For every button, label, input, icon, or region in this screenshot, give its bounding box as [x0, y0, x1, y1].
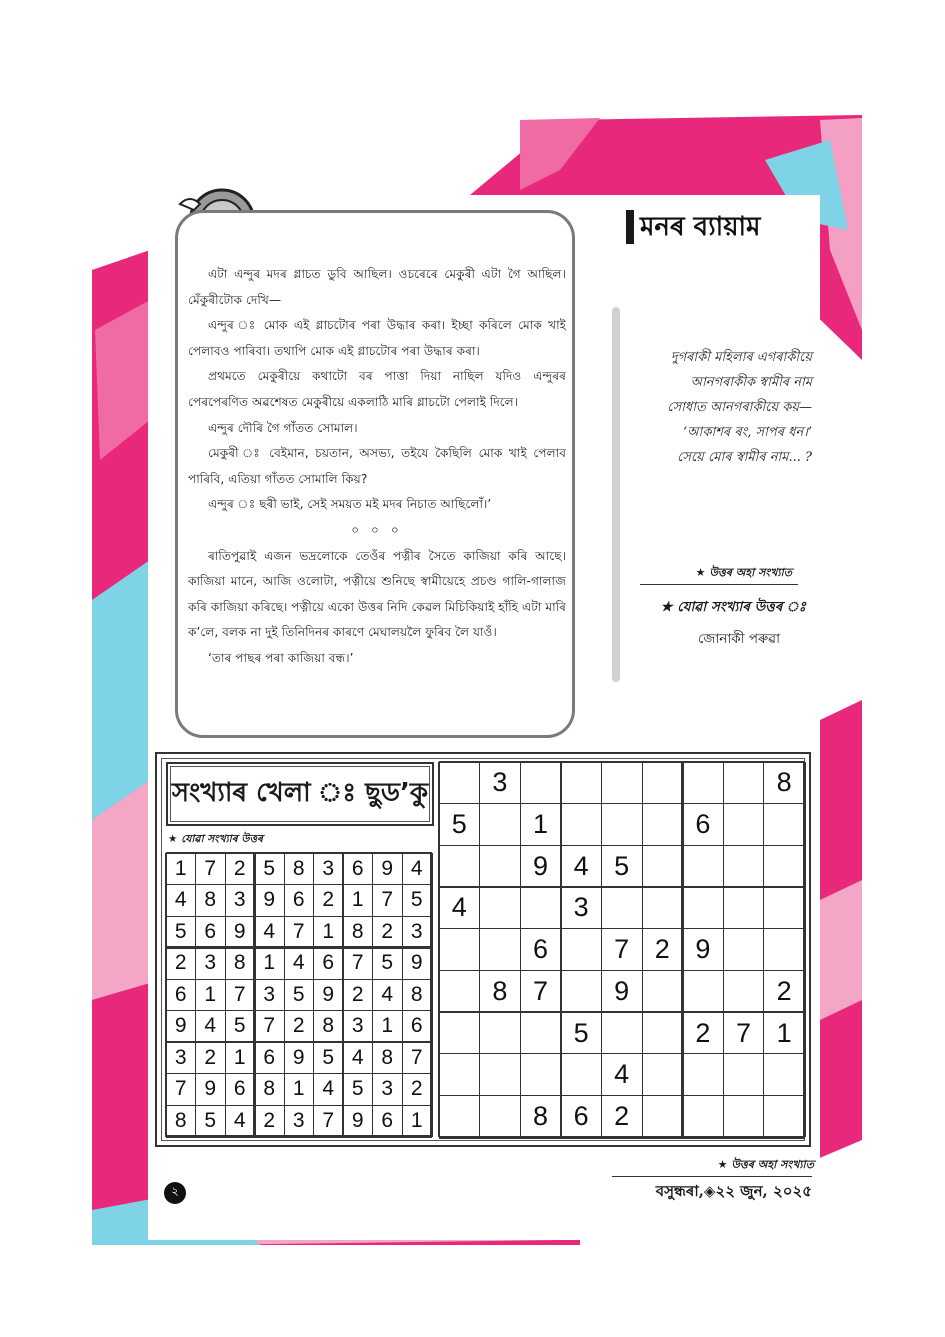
solution-cell: 4	[410, 856, 423, 880]
grid-line	[439, 1136, 804, 1139]
puzzle-cell	[642, 845, 683, 887]
puzzle-cell: 3	[492, 767, 508, 798]
solution-cell: 7	[233, 982, 246, 1006]
puzzle-cell	[764, 887, 805, 929]
solution-cell: 2	[351, 982, 364, 1006]
grid-line	[284, 853, 285, 1137]
puzzle-cell	[439, 929, 480, 971]
puzzle-cell	[480, 1054, 521, 1096]
solution-cell: 3	[263, 982, 276, 1006]
solution-cell: 3	[174, 1045, 187, 1069]
previous-answer-label: ★ যোৱা সংখ্যাৰ উত্তৰ ঃ	[660, 599, 806, 615]
puzzle-cell	[642, 762, 683, 804]
solution-cell: 2	[410, 1077, 423, 1101]
puzzle-cell	[480, 929, 521, 971]
puzzle-cell	[561, 1054, 602, 1096]
grid-line	[438, 762, 441, 1137]
puzzle-cell: 2	[614, 1100, 630, 1131]
puzzle-cell: 8	[532, 1100, 548, 1131]
solution-cell: 8	[322, 1014, 335, 1038]
puzzle-cell	[723, 1054, 764, 1096]
grid-line	[439, 803, 804, 804]
solution-cell: 4	[381, 982, 394, 1006]
puzzle-cell: 9	[532, 850, 548, 881]
puzzle-cell: 9	[614, 975, 630, 1006]
footer-divider	[612, 1176, 812, 1177]
solution-cell: 4	[174, 888, 187, 912]
puzzle-cell: 8	[492, 975, 508, 1006]
grid-line	[439, 1095, 804, 1096]
solution-cell: 8	[263, 1077, 276, 1101]
grid-line	[253, 853, 256, 1137]
puzzle-cell: 5	[614, 850, 630, 881]
page-number: ২	[164, 1182, 186, 1204]
puzzle-cell	[480, 887, 521, 929]
solution-cell: 5	[410, 888, 423, 912]
grid-line	[166, 916, 432, 917]
puzzle-cell	[601, 887, 642, 929]
puzzle-cell	[561, 971, 602, 1013]
solution-cell: 2	[381, 919, 394, 943]
puzzle-cell	[723, 971, 764, 1013]
puzzle-cell	[723, 1096, 764, 1138]
solution-cell: 1	[322, 919, 335, 943]
grid-line	[479, 762, 480, 1137]
solution-cell: 8	[351, 919, 364, 943]
grid-line	[166, 1105, 432, 1106]
solution-label: ★ যোৱা সংখ্যাৰ উত্তৰ	[168, 833, 263, 845]
grid-line	[439, 845, 804, 846]
puzzle-cell	[683, 762, 724, 804]
solution-cell: 4	[233, 1108, 246, 1132]
puzzle-cell: 2	[776, 975, 792, 1006]
solution-cell: 5	[381, 951, 394, 975]
joke-paragraph: প্ৰথমতে মেকুৰীয়ে কথাটো বৰ পাত্তা দিয়া নাছিল যদিও এন্দুৰৰ পেৰপেৰণিত অৱশেষত মেকুৰীয়ে একলাঠি মাৰি গ্লাচটো পেলাই দিলে।	[188, 369, 566, 409]
solution-cell: 7	[292, 919, 305, 943]
puzzle-cell	[723, 929, 764, 971]
puzzle-cell	[601, 762, 642, 804]
solution-cell: 5	[204, 1108, 217, 1132]
riddle-line: সোধাত আনগৰাকীয়ে কয়—	[667, 400, 812, 415]
solution-cell: 6	[263, 1045, 276, 1069]
grid-line	[439, 928, 804, 929]
grid-line	[195, 853, 196, 1137]
solution-cell: 8	[174, 1108, 187, 1132]
puzzle-cell	[480, 804, 521, 846]
puzzle-cell: 5	[573, 1017, 589, 1048]
grid-line	[166, 1135, 432, 1138]
solution-cell: 4	[351, 1045, 364, 1069]
grid-line	[601, 762, 602, 1137]
puzzle-cell	[601, 1012, 642, 1054]
solution-cell: 7	[322, 1108, 335, 1132]
divider	[640, 584, 798, 585]
grid-line	[313, 853, 314, 1137]
sudoku-title-inner	[170, 766, 430, 822]
solution-cell: 2	[174, 951, 187, 975]
solution-cell: 5	[174, 919, 187, 943]
puzzle-cell	[439, 845, 480, 887]
grid-line	[803, 762, 806, 1137]
solution-cell: 6	[351, 856, 364, 880]
puzzle-cell	[723, 845, 764, 887]
joke-paragraph: এন্দুৰ ঃ মোক এই গ্লাচটোৰ পৰা উদ্ধাৰ কৰা। ইচ্ছা কৰিলে মোক খাই পেলাবও পাৰিবা। তথাপি মোক এই গ্লাচটোৰ পৰা উদ্ধাৰ কৰা।	[188, 318, 566, 358]
solution-cell: 1	[410, 1108, 423, 1132]
puzzle-cell	[723, 804, 764, 846]
grid-line	[166, 1041, 432, 1044]
puzzle-cell	[439, 1012, 480, 1054]
puzzle-cell	[561, 929, 602, 971]
grid-line	[342, 853, 345, 1137]
puzzle-cell	[683, 971, 724, 1013]
puzzle-cell	[561, 762, 602, 804]
grid-line	[439, 1011, 804, 1014]
puzzle-cell: 6	[573, 1100, 589, 1131]
solution-cell: 7	[381, 888, 394, 912]
solution-cell: 5	[263, 856, 276, 880]
puzzle-cell	[520, 1054, 561, 1096]
solution-cell: 7	[174, 1077, 187, 1101]
solution-cell: 8	[233, 951, 246, 975]
solution-cell: 3	[351, 1014, 364, 1038]
solution-cell: 3	[292, 1108, 305, 1132]
puzzle-cell: 8	[776, 767, 792, 798]
grid-line	[439, 970, 804, 971]
puzzle-cell	[520, 762, 561, 804]
puzzle-cell	[683, 1054, 724, 1096]
solution-cell: 2	[322, 888, 335, 912]
solution-cell: 5	[351, 1077, 364, 1101]
grid-line	[372, 853, 373, 1137]
grid-line	[165, 853, 168, 1137]
puzzle-cell: 2	[654, 934, 670, 965]
solution-cell: 7	[351, 951, 364, 975]
column-divider	[612, 307, 620, 682]
puzzle-cell	[683, 887, 724, 929]
solution-cell: 6	[233, 1077, 246, 1101]
puzzle-cell	[683, 845, 724, 887]
puzzle-cell	[480, 845, 521, 887]
solution-cell: 4	[263, 919, 276, 943]
solution-cell: 6	[204, 919, 217, 943]
solution-cell: 2	[292, 1014, 305, 1038]
grid-line	[763, 762, 764, 1137]
joke-paragraph: ০ ০ ০	[351, 522, 403, 537]
solution-cell: 9	[410, 951, 423, 975]
solution-cell: 1	[233, 1045, 246, 1069]
grid-line	[560, 762, 563, 1137]
puzzle-cell	[642, 971, 683, 1013]
solution-cell: 7	[410, 1045, 423, 1069]
solution-cell: 5	[292, 982, 305, 1006]
solution-cell: 9	[292, 1045, 305, 1069]
puzzle-cell	[642, 1012, 683, 1054]
grid-line	[430, 853, 433, 1137]
solution-cell: 8	[292, 856, 305, 880]
solution-cell: 2	[263, 1108, 276, 1132]
sudoku-title: সংখ্যাৰ খেলা ঃ ছুড’কু	[171, 778, 429, 808]
puzzle-cell	[520, 1012, 561, 1054]
puzzle-cell: 9	[695, 934, 711, 965]
solution-cell: 1	[351, 888, 364, 912]
solution-cell: 3	[381, 1077, 394, 1101]
grid-line	[166, 979, 432, 980]
solution-cell: 8	[410, 982, 423, 1006]
puzzle-cell: 4	[614, 1059, 630, 1090]
solution-cell: 1	[204, 982, 217, 1006]
puzzle-cell	[480, 1012, 521, 1054]
joke-paragraph: ‘তাৰ পাছৰ পৰা কাজিয়া বন্ধ।’	[208, 650, 354, 665]
puzzle-cell: 2	[695, 1017, 711, 1048]
solution-cell: 4	[204, 1014, 217, 1038]
solution-cell: 3	[233, 888, 246, 912]
solution-cell: 3	[322, 856, 335, 880]
joke-paragraph: এন্দুৰ ঃ ছৰী ভাই, সেই সময়ত মই মদৰ নিচাত আছিলোঁ।’	[208, 497, 492, 512]
solution-cell: 8	[204, 888, 217, 912]
riddle-text	[622, 345, 812, 470]
puzzle-cell	[764, 845, 805, 887]
grid-line	[166, 852, 432, 855]
grid-line	[225, 853, 226, 1137]
puzzle-cell: 7	[735, 1017, 751, 1048]
puzzle-cell	[764, 1096, 805, 1138]
grid-line	[439, 886, 804, 889]
solution-cell: 9	[233, 919, 246, 943]
solution-cell: 7	[204, 856, 217, 880]
solution-cell: 4	[292, 951, 305, 975]
solution-cell: 7	[263, 1014, 276, 1038]
puzzle-cell	[439, 1096, 480, 1138]
puzzle-cell	[642, 1096, 683, 1138]
puzzle-cell: 1	[532, 809, 548, 840]
grid-line	[642, 762, 643, 1137]
riddle-line: আনগৰাকীক স্বামীৰ নাম	[690, 375, 812, 390]
puzzle-cell	[764, 804, 805, 846]
puzzle-cell: 6	[532, 934, 548, 965]
joke-text	[188, 262, 566, 672]
puzzle-cell: 7	[532, 975, 548, 1006]
puzzle-cell	[723, 762, 764, 804]
solution-cell: 9	[322, 982, 335, 1006]
puzzle-cell: 7	[614, 934, 630, 965]
grid-line	[723, 762, 724, 1137]
solution-cell: 4	[322, 1077, 335, 1101]
grid-line	[166, 1010, 432, 1011]
previous-answer-value: জোনাকী পৰুৱা	[697, 631, 780, 647]
puzzle-cell	[764, 929, 805, 971]
riddle-line: সেয়ে মোৰ স্বামীৰ নাম... ?	[677, 450, 812, 465]
puzzle-cell: 5	[451, 809, 467, 840]
grid-line	[402, 853, 403, 1137]
puzzle-cell	[764, 1054, 805, 1096]
puzzle-cell	[601, 804, 642, 846]
grid-line	[166, 884, 432, 885]
solution-cell: 3	[204, 951, 217, 975]
puzzle-cell	[480, 1096, 521, 1138]
solution-cell: 6	[381, 1108, 394, 1132]
solution-cell: 2	[204, 1045, 217, 1069]
solution-cell: 1	[381, 1014, 394, 1038]
solution-cell: 9	[351, 1108, 364, 1132]
puzzle-cell	[561, 804, 602, 846]
joke-paragraph: এটা এন্দুৰ মদৰ গ্লাচত ডুবি আছিল। ওচৰেৰে মেকুৰী এটা গৈ আছিল। মেঁকুৰীটোক দেখি—	[188, 267, 566, 307]
solution-grid	[166, 853, 432, 1137]
joke-paragraph: এন্দুৰ দৌৰি গৈ গাঁতত সোমাল।	[208, 420, 358, 435]
solution-cell: 6	[410, 1014, 423, 1038]
grid-line	[439, 761, 804, 764]
puzzle-cell	[642, 1054, 683, 1096]
solution-cell: 6	[292, 888, 305, 912]
solution-cell: 1	[292, 1077, 305, 1101]
solution-cell: 1	[174, 856, 187, 880]
joke-paragraph: ৰাতিপুৱাই এজন ভদ্ৰলোকে তেওঁৰ পত্নীৰ সৈতে কাজিয়া কৰি আছে। কাজিয়া মানে, আজি ওলোটা, পত্নীয়ে শুনিছে স্বামীয়েহে প্ৰচণ্ড গালি-গালাজ কৰি কাজিয়া কৰিছে। পত্নীয়ে একো উত্তৰ নিদি কেৱল মিচিকিয়াই হাঁহি এটা মাৰি ক’লে, বলক না দুই তিনিদিনৰ কাৰণে মেঘালয়লৈ ফুৰিব লৈ যাওঁ।	[188, 548, 566, 640]
footer-answer-note: ★ উত্তৰ অহা সংখ্যাত	[717, 1158, 814, 1171]
grid-line	[166, 1073, 432, 1074]
grid-line	[166, 946, 432, 949]
solution-cell: 6	[174, 982, 187, 1006]
solution-cell: 5	[322, 1045, 335, 1069]
solution-cell: 6	[322, 951, 335, 975]
solution-cell: 9	[381, 856, 394, 880]
puzzle-cell	[520, 887, 561, 929]
grid-line	[681, 762, 684, 1137]
solution-cell: 9	[263, 888, 276, 912]
puzzle-cell: 4	[573, 850, 589, 881]
puzzle-grid	[439, 762, 805, 1138]
puzzle-cell	[723, 887, 764, 929]
solution-cell: 2	[233, 856, 246, 880]
riddle-line: ‘আকাশৰ ৰং, সাপৰ ধন।’	[683, 425, 812, 440]
puzzle-cell: 6	[695, 809, 711, 840]
puzzle-cell: 1	[776, 1017, 792, 1048]
joke-paragraph: মেকুৰী ঃ বেইমান, চয়তান, অসভ্য, তইযে কৈছিলি মোক খাই পেলাব পাৰিবি, এতিয়া গাঁতত সোমালি কিয়?	[188, 446, 566, 486]
solution-cell: 9	[174, 1014, 187, 1038]
puzzle-cell	[642, 887, 683, 929]
solution-cell: 3	[410, 919, 423, 943]
puzzle-cell	[439, 1054, 480, 1096]
solution-cell: 1	[263, 951, 276, 975]
solution-cell: 5	[233, 1014, 246, 1038]
solution-cell: 8	[381, 1045, 394, 1069]
publication-line: বসুন্ধৰা,◈২২ জুন, ২০২৫	[655, 1182, 812, 1200]
riddle-answer-note: ★ উত্তৰ অহা সংখ্যাত	[695, 566, 792, 579]
puzzle-cell	[683, 1096, 724, 1138]
puzzle-cell: 4	[451, 892, 467, 923]
grid-line	[520, 762, 521, 1137]
grid-line	[439, 1053, 804, 1054]
puzzle-cell: 3	[573, 892, 589, 923]
riddle-line: দুগৰাকী মহিলাৰ এগৰাকীয়ে	[670, 350, 812, 365]
puzzle-cell	[439, 971, 480, 1013]
title-bar-marker	[626, 210, 634, 244]
puzzle-cell	[642, 804, 683, 846]
puzzle-cell	[439, 762, 480, 804]
page-title: মনৰ ব্যায়াম	[640, 212, 761, 242]
solution-cell: 9	[204, 1077, 217, 1101]
